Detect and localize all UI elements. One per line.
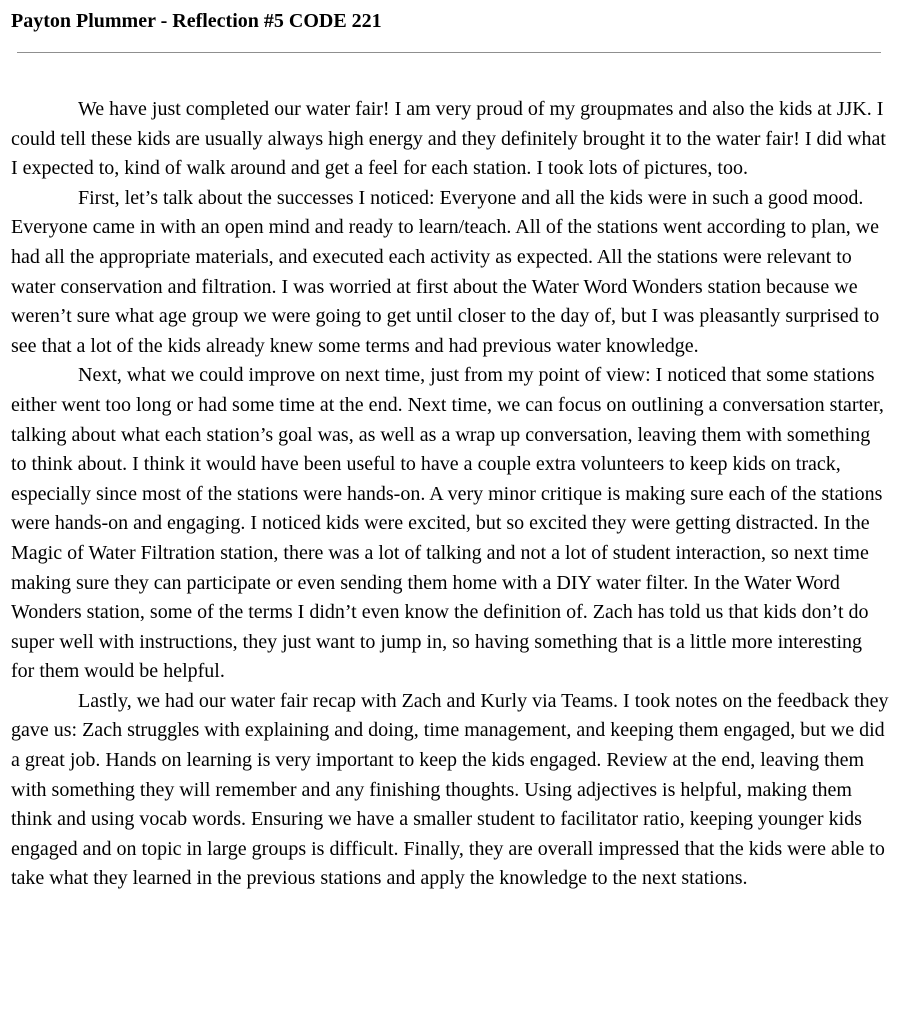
paragraph-successes: First, let’s talk about the successes I noticed: Everyone and all the kids were in such a good mood. Everyone came in with an open mind and ready to learn/teach. All of the stations went according to plan, we had all the appropriate materials, and executed each activity as expected. All the stations were relevant to water conservation and filtration. I was worried at first about the Water Word Wonders station because we weren’t sure what age group we were going to get until closer to the day of, but I was pleasantly surprised to see that a lot of the kids already knew some terms and had previous water knowledge. — [11, 186, 880, 357]
title-divider — [17, 52, 881, 53]
paragraph-recap: Lastly, we had our water fair recap with Zach and Kurly via Teams. I took notes on the feedback they gave us: Zach struggles with explaining and doing, time management, and keeping them engaged, but we did a great job. Hands on learning is very important to keep the kids engaged. Review at the end, leaving them with something they will remember and any finishing thoughts. Using adjectives is helpful, making them think and using vocab words. Ensuring we have a smaller student to facilitator ratio, keeping younger kids engaged and on topic in large groups is difficult. Finally, they are overall impressed that the kids were able to take what they learned in the previous stations and apply the knowledge to the next stations. — [11, 689, 889, 890]
paragraph-improvements: Next, what we could improve on next time, just from my point of view: I noticed that some stations either went too long or had some time at the end. Next time, we can focus on outlining a conversation starter, talking about what each station’s goal was, as well as a wrap up conversation, leaving them with something to think about. I think it would have been useful to have a couple extra volunteers to keep kids on track, especially since most of the stations were hands-on. A very minor critique is making sure each of the stations were hands-on and engaging. I noticed kids were excited, but so excited they were getting distracted. In the Magic of Water Filtration station, there was a lot of talking and not a lot of student interaction, so next time making sure they can participate or even sending them home with a DIY water filter. In the Water Word Wonders station, some of the terms I didn’t even know the definition of. Zach has told us that kids don’t do super well with instructions, they just want to jump in, so having something that is a little more interesting for them would be helpful. — [11, 364, 884, 683]
document-body — [11, 95, 889, 894]
paragraph-intro: We have just completed our water fair! I am very proud of my groupmates and also the kids at JJK. I could tell these kids are usually always high energy and they definitely brought it to the water fair! I did what I expected to, kind of walk around and get a feel for each station. I took lots of pictures, too. — [11, 98, 886, 180]
document-title: Payton Plummer - Reflection #5 CODE 221 — [11, 10, 382, 32]
